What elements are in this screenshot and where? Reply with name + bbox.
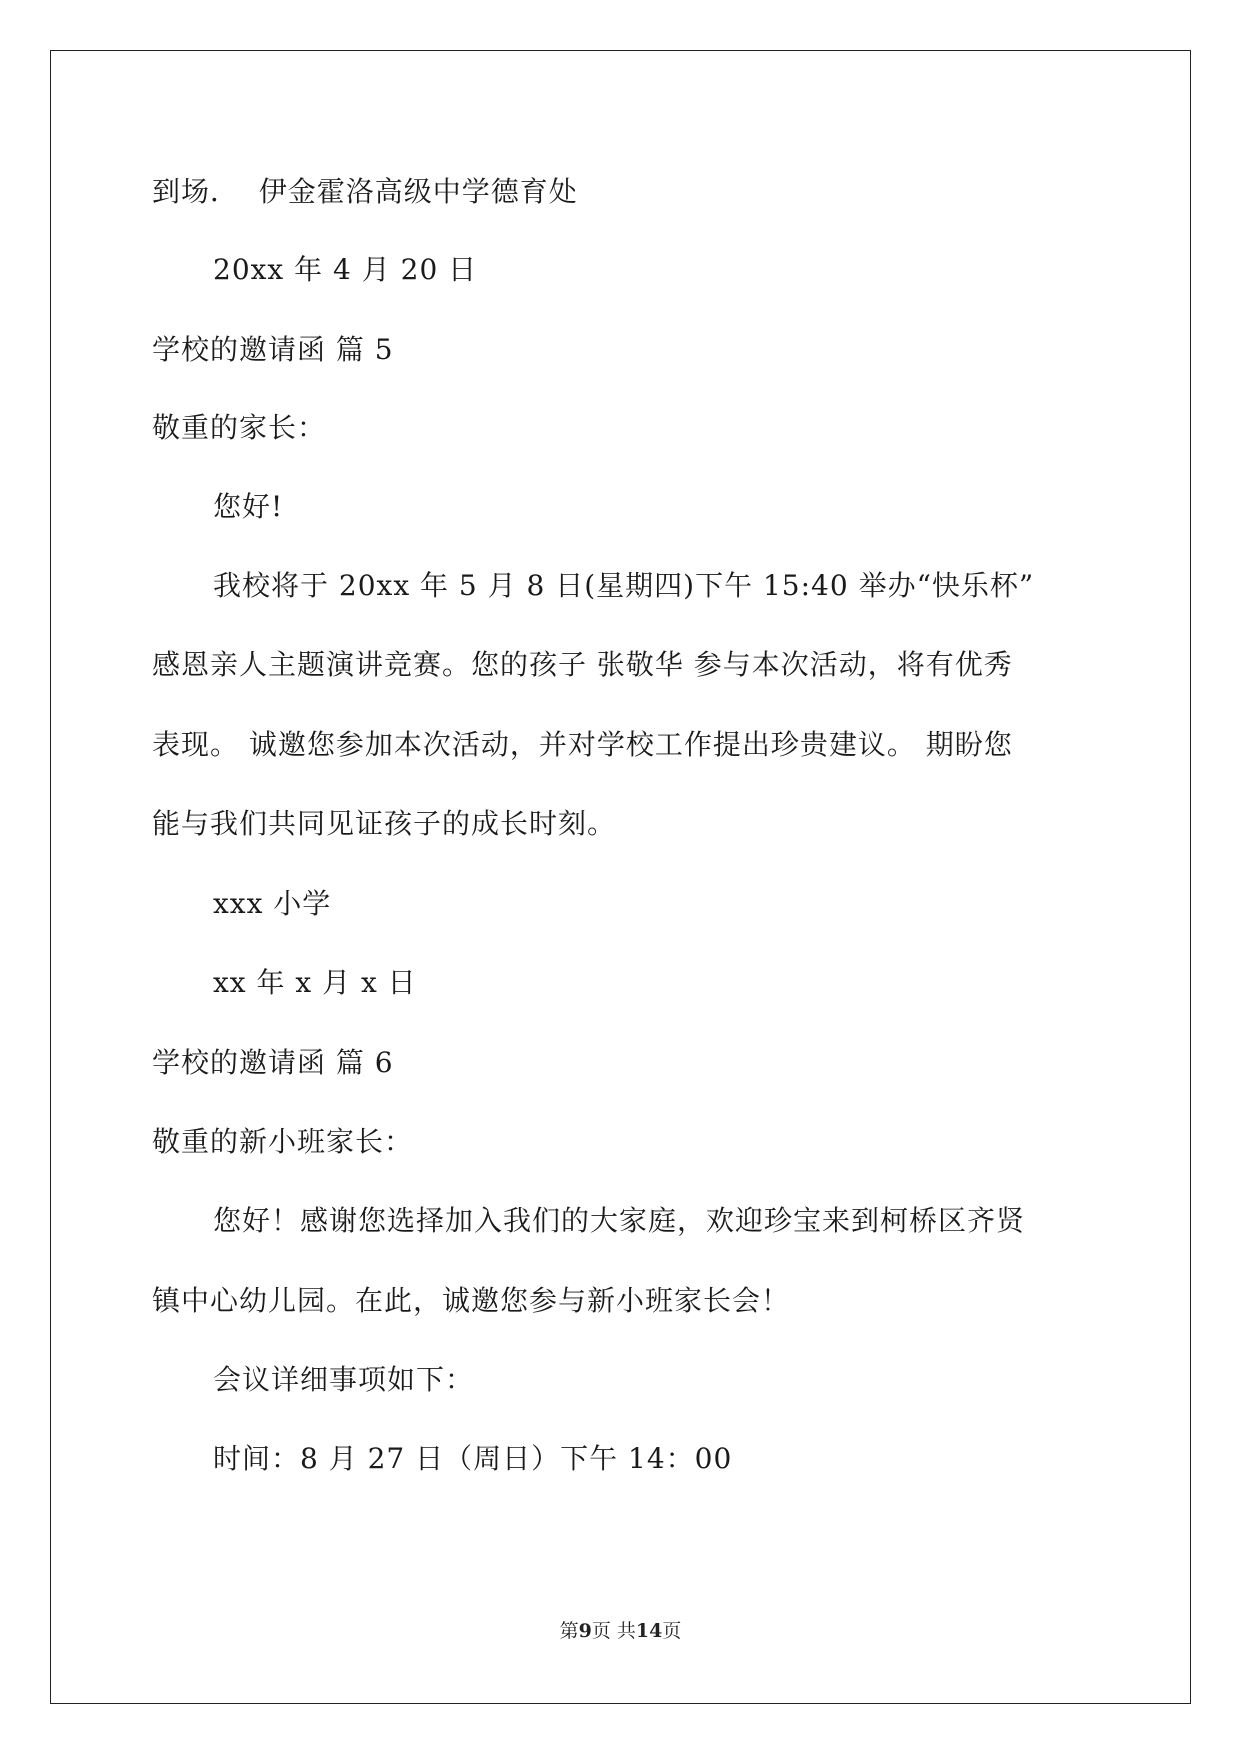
section-heading: 学校的邀请函 篇 6	[152, 1046, 394, 1079]
paragraph-line: 感恩亲人主题演讲竞赛。您的孩子 张敬华 参与本次活动，将有优秀	[152, 648, 1013, 681]
page-total: 14	[635, 1620, 663, 1642]
text-line-details-heading: 会议详细事项如下：	[213, 1363, 475, 1396]
footer-mid: 页 共	[591, 1620, 636, 1642]
page-footer	[0, 1618, 1241, 1644]
text-line-school: xxx 小学	[213, 887, 332, 920]
page-number: 9	[578, 1620, 592, 1642]
section-heading: 学校的邀请函 篇 5	[152, 333, 394, 366]
text-line-date: 20xx 年 4 月 20 日	[213, 253, 478, 286]
paragraph-line: 镇中心幼儿园。在此，诚邀您参与新小班家长会！	[152, 1284, 791, 1317]
text-line-time: 时间：8 月 27 日（周日）下午 14：00	[213, 1442, 733, 1475]
text-line-date: xx 年 x 月 x 日	[213, 966, 417, 999]
text-line-signature: 到场． 伊金霍洛高级中学德育处	[152, 175, 578, 208]
footer-prefix: 第	[559, 1620, 579, 1642]
salutation: 敬重的新小班家长：	[152, 1125, 414, 1158]
footer-suffix: 页	[662, 1620, 682, 1642]
paragraph-line: 能与我们共同见证孩子的成长时刻。	[152, 807, 617, 840]
salutation: 敬重的家长：	[152, 411, 327, 444]
paragraph-line: 您好！感谢您选择加入我们的大家庭，欢迎珍宝来到柯桥区齐贤	[213, 1204, 1026, 1237]
paragraph-line: 我校将于 20xx 年 5 月 8 日(星期四)下午 15:40 举办“快乐杯”	[213, 569, 1035, 602]
paragraph-line: 表现。 诚邀您参加本次活动，并对学校工作提出珍贵建议。 期盼您	[152, 728, 1013, 761]
greeting: 您好!	[213, 490, 284, 523]
